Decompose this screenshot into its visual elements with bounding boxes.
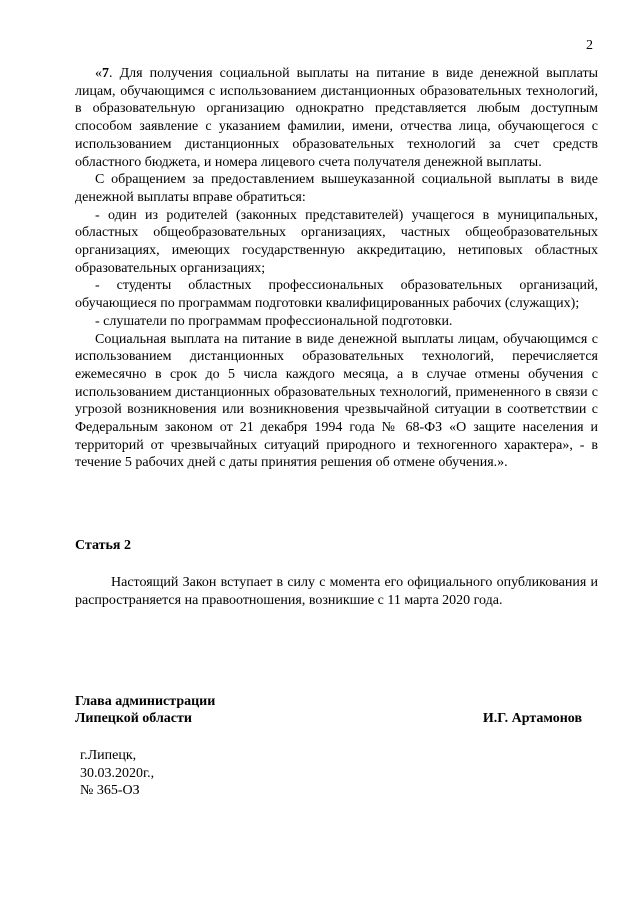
signer-title-line-1: Глава администрации — [75, 694, 216, 709]
amendment-paragraph-1: «7. Для получения социальной выплаты на питание в виде денежной выплаты лицам, обучающимся с использованием дистанционных образовательных технологий, в образовательную организацию однократно представляется любым доступным способом заявление с указанием фамилии, имени, отчества лица, обучающегося с использованием дистанционных образовательных технологий за счет средств областного бюджета, и номера лицевого счета получателя денежной выплаты. — [75, 66, 598, 170]
amendment-text — [75, 65, 598, 472]
list-item-listeners: - слушатели по программам профессиональной подготовки. — [95, 313, 453, 329]
signature-line — [75, 710, 598, 727]
footer-number: № 365-ОЗ — [80, 783, 140, 798]
list-item-parents: - один из родителей (законных представителей) учащегося в муниципальных, областных общеобразовательных организациях, частных общеобразовательных организациях, имеющих государственную аккредитацию, нетиповых областных образовательных организациях; — [75, 207, 598, 276]
list-item-students: - студенты областных профессиональных образовательных организаций, обучающиеся по программам подготовки квалифицированных рабочих (служащих); — [75, 278, 598, 312]
signer-title-line-2: Липецкой области — [75, 711, 192, 726]
document-footer — [80, 747, 154, 800]
paragraph-text: Для получения социальной выплаты на питание в виде денежной выплаты лицам, обучающимся с использованием дистанционных образовательных технологий, в образовательную организацию однократно представляется любым доступным способом заявление с указанием фамилии, имени, отчества лица, обучающегося с использованием дистанционных образовательных технологий за счет средств областного бюджета, и номера лицевого счета получателя денежной выплаты. — [75, 66, 598, 170]
article-2-heading: Статья 2 — [75, 538, 131, 553]
signer-name: И.Г. Артамонов — [482, 711, 582, 726]
footer-date: 30.03.2020г., — [80, 765, 155, 781]
page-number: 2 — [586, 38, 593, 53]
signature-block — [75, 693, 598, 727]
point-number: 7 — [102, 66, 109, 81]
article-2-text: Настоящий Закон вступает в силу с момента его официального опубликования и распространяется на правоотношения, возникшие с 11 марта 2020 года. — [75, 575, 598, 608]
amendment-paragraph-payment: Социальная выплата на питание в виде денежной выплаты лицам, обучающимся с использованием дистанционных образовательных технологий, перечисляется ежемесячно в срок до 5 числа каждого месяца, а в случае отмены обучения с использованием дистанционных образовательных технологий, примененного в связи с угрозой возникновения или возникновения чрезвычайной ситуации в соответствии с Федеральным законом от 21 декабря 1994 года № 68-ФЗ «О защите населения и территорий от чрезвычайных ситуаций природного и техногенного характера», - в течение 5 рабочих дней с даты принятия решения об отмене обучения.». — [75, 331, 598, 471]
amendment-paragraph-2: С обращением за предоставлением вышеуказанной социальной выплаты в виде денежной выплаты вправе обратиться: — [75, 172, 598, 205]
article-2-body — [75, 574, 598, 609]
footer-city: г.Липецк, — [80, 748, 137, 763]
